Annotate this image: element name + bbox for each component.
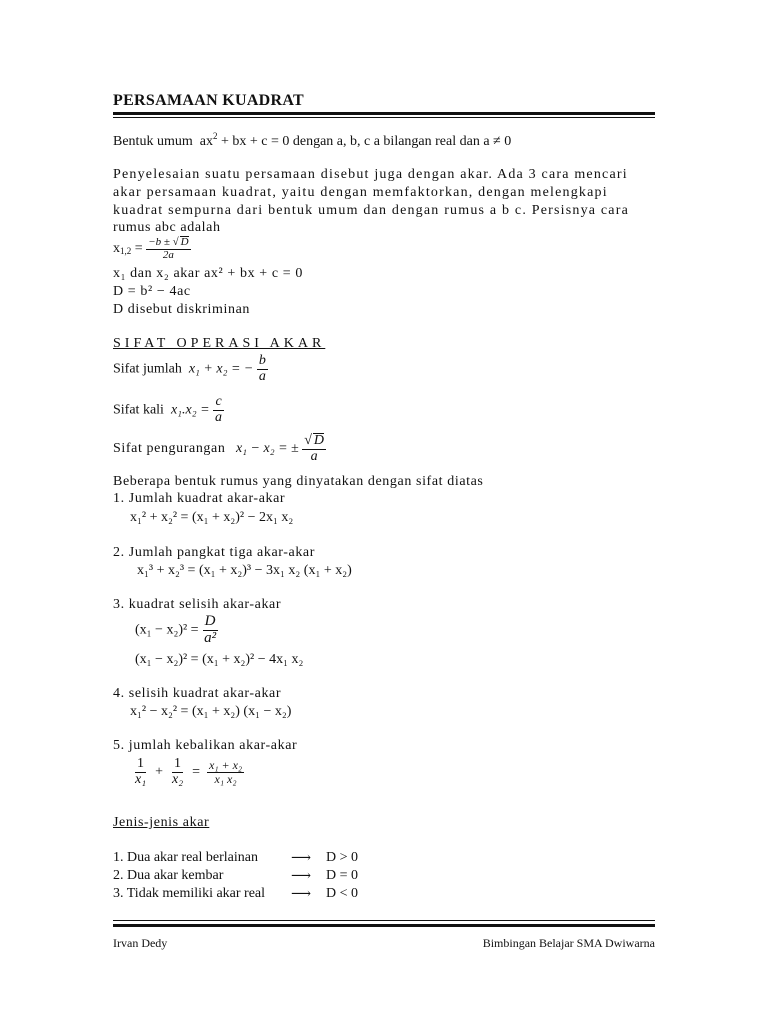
arrow-right-icon: ⟶ <box>291 887 312 902</box>
sifat-jumlah-lhs: x₁ + x₂ = − <box>188 361 254 377</box>
footer-author: Irvan Dedy <box>113 936 168 950</box>
jenis-row-1 <box>113 850 393 866</box>
sifat-jumlah-den: a <box>258 368 266 384</box>
page-title: PERSAMAAN KUADRAT <box>113 92 305 109</box>
arrow-right-icon: ⟶ <box>291 869 312 884</box>
item-3-title: 3. kuadrat selisih akar-akar <box>113 597 282 612</box>
item-5-n3: x₁ + x₂ <box>209 758 243 773</box>
jenis-cond-3: D < 0 <box>326 886 359 901</box>
sifat-pengurangan <box>113 433 326 464</box>
footer-publisher: Bimbingan Belajar SMA Dwiwarna <box>482 936 655 950</box>
sifat-jumlah-num: b <box>258 353 266 368</box>
general-form-power: 2 <box>212 131 218 141</box>
title-rule-thin <box>113 117 655 118</box>
abc-lhs-sub: 1,2 <box>120 245 132 256</box>
sifat-kali <box>113 395 224 425</box>
item-5-formula <box>133 757 244 787</box>
general-form-expr-a: ax <box>199 134 213 149</box>
roots-line: x₁ dan x₂ akar ax² + bx + c = 0 <box>113 266 303 281</box>
item-2-formula: x₁³ + x₂³ = (x₁ + x₂)³ − 3x₁ x₂ (x₁ + x₂) <box>137 563 352 578</box>
item-5-d3: x₁ x₂ <box>214 771 237 786</box>
sqrt-icon: √ <box>172 236 179 248</box>
beberapa-line: Beberapa bentuk rumus yang dinyatakan dengan sifat diatas <box>113 474 484 489</box>
item-2-title: 2. Jumlah pangkat tiga akar-akar <box>113 545 316 560</box>
item-3-formula-2: (x₁ − x₂)² = (x₁ + x₂)² − 4x₁ x₂ <box>135 652 304 667</box>
sifat-jumlah <box>113 354 268 384</box>
abc-den: 2a <box>162 248 174 261</box>
sifat-kurang-den: a <box>310 448 318 464</box>
item-5-plus: + <box>155 764 163 780</box>
paragraph-line-2: akar persamaan kuadrat, yaitu dengan memfaktorkan, dengan melengkapi <box>113 185 608 200</box>
sqrt-icon: √ <box>304 433 312 448</box>
general-form-line <box>113 131 511 150</box>
footer-rule-thick <box>113 924 655 927</box>
discriminant-name: D disebut diskriminan <box>113 302 251 317</box>
abc-lhs: x <box>113 240 120 256</box>
item-3-den: a² <box>204 629 217 646</box>
item-5-d1: x₁ <box>135 771 147 787</box>
item-3-formula-1 <box>135 614 218 647</box>
item-4-formula: x₁² − x₂² = (x₁ + x₂) (x₁ − x₂) <box>130 704 292 719</box>
item-5-eq: = <box>192 764 200 780</box>
jenis-cond-2: D = 0 <box>326 868 359 883</box>
sifat-jumlah-label: Sifat jumlah <box>113 361 182 377</box>
title-rule-thick <box>113 112 655 115</box>
abc-num-prefix: −b ± <box>148 236 173 248</box>
paragraph-line-3: kuadrat sempurna dari bentuk umum dan dengan rumus a b c. Persisnya cara <box>113 203 629 218</box>
jenis-label-2: 2. Dua akar kembar <box>113 868 224 883</box>
arrow-right-icon: ⟶ <box>291 851 312 866</box>
jenis-row-2 <box>113 868 393 884</box>
abc-formula <box>113 236 191 261</box>
item-5-n1: 1 <box>137 756 145 771</box>
jenis-label-1: 1. Dua akar real berlainan <box>113 850 258 865</box>
item-5-d2: x₂ <box>172 771 184 787</box>
sifat-kali-num: c <box>215 394 222 409</box>
item-3-lhs: (x₁ − x₂)² = <box>135 622 199 638</box>
general-form-prefix: Bentuk umum <box>113 134 193 149</box>
item-4-title: 4. selisih kuadrat akar-akar <box>113 686 282 701</box>
sifat-kurang-label: Sifat pengurangan <box>113 440 226 456</box>
discriminant-def: D = b² − 4ac <box>113 284 191 299</box>
item-1-title: 1. Jumlah kuadrat akar-akar <box>113 491 286 506</box>
jenis-cond-1: D > 0 <box>326 850 359 865</box>
item-1-formula: x₁² + x₂² = (x₁ + x₂)² − 2x₁ x₂ <box>130 510 294 525</box>
abc-eq: = <box>131 240 147 256</box>
sifat-heading: SIFAT OPERASI AKAR <box>113 336 326 351</box>
general-form-expr-rest: + bx + c = 0 dengan a, b, c a bilangan real dan a ≠ 0 <box>217 134 512 149</box>
abc-num-root: D <box>180 236 189 248</box>
jenis-heading: Jenis-jenis akar <box>113 815 210 830</box>
sifat-kali-label: Sifat kali <box>113 402 164 418</box>
jenis-label-3: 3. Tidak memiliki akar real <box>113 886 266 901</box>
item-5-title: 5. jumlah kebalikan akar-akar <box>113 738 298 753</box>
item-5-n2: 1 <box>174 756 182 771</box>
paragraph-line-4: rumus abc adalah <box>113 220 221 235</box>
item-3-num: D <box>204 613 216 629</box>
sifat-kurang-num: D <box>313 433 325 448</box>
sifat-kali-den: a <box>215 409 223 425</box>
sifat-kali-lhs: x₁.x₂ = <box>170 402 210 418</box>
paragraph-line-1: Penyelesaian suatu persamaan disebut juga dengan akar. Ada 3 cara mencari <box>113 167 628 182</box>
sifat-kurang-lhs: x₁ − x₂ = ± <box>235 440 299 456</box>
jenis-row-3 <box>113 886 393 902</box>
footer-rule-thin <box>113 920 655 921</box>
